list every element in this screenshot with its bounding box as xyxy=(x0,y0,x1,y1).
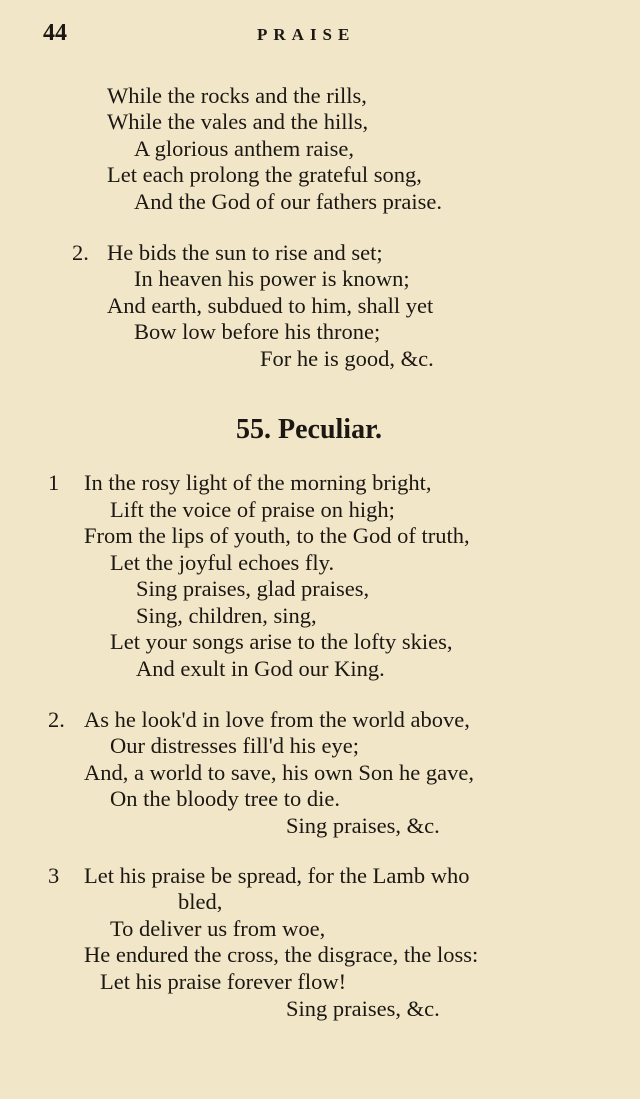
verse-line: In the rosy light of the morning bright, xyxy=(84,470,432,495)
verse-line: And earth, subdued to him, shall yet xyxy=(107,293,434,318)
verse-line: From the lips of youth, to the God of truth, xyxy=(84,523,470,548)
verse-line: Let his praise forever flow! xyxy=(100,969,347,994)
verse-line: In heaven his power is known; xyxy=(134,266,410,291)
verse-line: He bids the sun to rise and set; xyxy=(107,240,383,265)
verse-number: 2. xyxy=(72,240,89,265)
verse-line: As he look'd in love from the world above, xyxy=(84,707,470,732)
verse-line: For he is good, &c. xyxy=(260,346,434,371)
verse-line: Our distresses fill'd his eye; xyxy=(110,733,360,758)
verse-line: Sing praises, &c. xyxy=(286,996,440,1021)
verse-line: Let his praise be spread, for the Lamb who xyxy=(84,863,470,888)
verse-line: Sing praises, glad praises, xyxy=(136,576,370,601)
verse-line: Sing praises, &c. xyxy=(286,813,440,838)
verse-line: Let your songs arise to the lofty skies, xyxy=(110,629,453,654)
verse-line: bled, xyxy=(178,889,223,914)
verse-line: And exult in God our King. xyxy=(136,656,385,681)
verse-line: And, a world to save, his own Son he gave, xyxy=(84,760,474,785)
verse-line: Bow low before his throne; xyxy=(134,319,381,344)
verse-line: Let each prolong the grateful song, xyxy=(107,162,422,187)
verse-number: 1 xyxy=(48,470,60,495)
verse-line: And the God of our fathers praise. xyxy=(134,189,443,214)
verse-number: 2. xyxy=(48,707,65,732)
verse-line: Sing, children, sing, xyxy=(136,603,317,628)
page-number: 44 xyxy=(43,20,67,46)
verse-line: A glorious anthem raise, xyxy=(134,136,354,161)
verse-number: 3 xyxy=(48,863,60,888)
verse-line: Lift the voice of praise on high; xyxy=(110,497,395,522)
verse-line: While the rocks and the rills, xyxy=(107,83,367,108)
hymn-title: 55. Peculiar. xyxy=(236,414,382,445)
verse-line: On the bloody tree to die. xyxy=(110,786,340,811)
verse-line: Let the joyful echoes fly. xyxy=(110,550,335,575)
running-title: PRAISE xyxy=(257,25,356,44)
verse-line: To deliver us from woe, xyxy=(110,916,326,941)
verse-line: While the vales and the hills, xyxy=(107,109,369,134)
verse-line: He endured the cross, the disgrace, the loss: xyxy=(84,942,479,967)
